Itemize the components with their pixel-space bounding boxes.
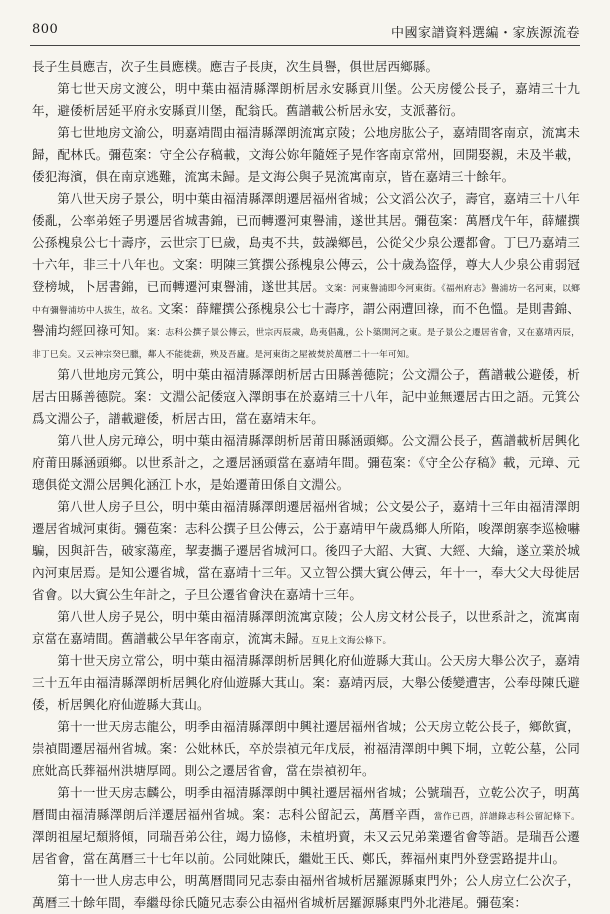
- paragraph-text: 第十一世天房志龍公，明季由福清縣澤朗中興社遷居福州省城；公天房立乾公長子，鄉飲賓，崇禎間遷居福州省城。案：公妣林氏，卒於崇禎元年戊辰，祔福清澤朗中興下垌，立乾公墓，公同庶妣高氏葬福州洪塘厚岡。則公之遷居省會，當在崇禎初年。: [32, 719, 580, 778]
- paragraph: [32, 870, 580, 914]
- page-number: 800: [32, 22, 59, 37]
- paragraph: [32, 56, 580, 78]
- paragraph-text: 澤朗祖屋圮頹將傾，同瑞吾弟公往，竭力協修，未植坍賣，未又云兄弟業遷省會等語。是瑞吾公遷居省會，當在萬曆三十七年以前。公同妣陳氏，繼妣王氏、鄭氏，葬福州東門外登雲路提井山。: [32, 829, 580, 866]
- paragraph-text: 第八世人房元璋公，明中葉由福清縣澤朗析居莆田縣涵頭鄉。公文淵公長子，舊譜載析居興化府莆田縣涵頭鄉。以世系計之，之遷居涵頭當在嘉靖年間。彌苞案：《守全公存稿》載，元璋、元璁俱從文淵公居興化涵江卜水，是始遷莆田係自文淵公。: [32, 433, 580, 492]
- paragraph: [32, 430, 580, 496]
- annotation-note: 互見上文海公條下。: [311, 636, 392, 646]
- paragraph: [32, 782, 580, 870]
- paragraph-text: 第七世天房文渡公，明中葉由福清縣澤朗析居永安縣貢川堡。公天房僾公長子，嘉靖三十九年，避倭析居延平府永安縣貢川堡，配翁氏。舊譜載公析居永安，支派蕃衍。: [32, 81, 580, 118]
- paragraph-text: 第八世人房子晃公，明中葉由福清縣澤朗流寓京陵；公人房文材公長子，以世系計之，流寓南京當在嘉靖間。舊譜載公早年客南京，流寓未歸。: [32, 609, 580, 646]
- header-rule: [30, 45, 580, 46]
- page-header: [32, 22, 580, 42]
- paragraph: [32, 122, 580, 188]
- paragraph-text: 文案：薛耀撰公孫槐泉公七十壽序，謂公兩遭回祿，而不色慍。是則書錦、譽浦均經回祿可知。: [32, 301, 580, 338]
- paragraph: [32, 650, 580, 716]
- page-body: [32, 56, 580, 910]
- paragraph-text: 第八世天房子景公，明中葉由福清縣澤朗遷居福州省城；公文滔公次子，壽官，嘉靖三十八年倭亂，公率弟姪子男遷居省城書錦，已而轉遷河東譽浦，遂世其居。彌苞案：萬曆戊午年，薛耀撰公孫槐泉公七十壽序，云世宗丁巳歲，島夷不共，鼓譟鄉邑，公從父少泉公遷都會。丁巳乃嘉靖三十六年，非三十八年也。文案：明陳三箕撰公孫槐泉公傳云，公十歲為盜俘，尊大人少泉公甫弱冠登榜城，卜居書錦，已而轉遷河東譽浦，遂世其居。: [32, 191, 580, 294]
- paragraph-text: 第十世天房立常公，明中葉由福清縣澤朗析居興化府仙遊縣大萁山。公天房大舉公次子，嘉靖三十五年由福清縣澤朗析居興化府仙遊縣大萁山。案：嘉靖丙辰，大舉公倭變遭害，公奉母陳氏避倭，析居興化府仙遊縣大萁山。: [32, 653, 580, 712]
- paragraph-text: 第十一世人房志申公，明萬曆間同兄志泰由福州省城析居羅源縣東門外；公人房立仁公次子，萬曆三十餘年間，奉繼母徐氏隨兄志泰公由福州省城析居羅源縣東門外北港尾。彌苞案：: [32, 873, 580, 910]
- annotation-note: 當作已酉，詳譜錄志科公留記條下。: [433, 812, 580, 822]
- paragraph: [32, 606, 580, 650]
- paragraph: [32, 78, 580, 122]
- paragraph-text: 第七世地房文渝公，明嘉靖間由福清縣澤朗流寓京陵；公地房肱公子，嘉靖間客南京，流寓未歸，配林氏。彌苞案：守全公存稿載，文海公妳年隨姪子晃作客南京常州，回開娶親，未及半載，倭犯海濱，俱在南京逃難，流寓未歸。是文海公與子晃流寓南京，皆在嘉靖三十餘年。: [32, 125, 580, 184]
- paragraph: [32, 716, 580, 782]
- paragraph: [32, 496, 580, 606]
- annotation-note: 文案：河東譽浦即今河東街。《福州府志》譽浦坊一名河東，以鄉中有彌譽浦坊中人拔生，故名。: [32, 284, 580, 316]
- paragraph-text: 第八世地房元箕公，明中葉由福清縣澤朗析居古田縣善德院；公文淵公子，舊譜載公避倭，析居古田縣善德院。案：文淵公記倭寇入澤朗事在於嘉靖三十八年，記中並無遷居古田之語。元箕公爲文淵公子，譜載避倭，析居古田，當在嘉靖末年。: [32, 367, 580, 426]
- paragraph: [32, 188, 580, 364]
- paragraph: [32, 364, 580, 430]
- paragraph-text: 第十一世天房志麟公，明季由福清縣澤朗中興社遷居福州省城；公號瑞吾，立乾公次子，明萬曆間由福清縣澤朗后洋遷居福州省城。案：志科公留記云，萬曆辛酉，: [32, 785, 580, 822]
- paragraph-text: 第八世人房子旦公，明中葉由福清縣澤朗遷居福州省城；公文晏公子，嘉靖十三年由福清澤朗遷居省城河東街。彌苞案：志科公撰子旦公傳云，公于嘉靖甲午歲爲鄉人所陷，唆澤朗寨李巡檢嚇騙，因與訐告，破家蕩産，挈妻攜子遷居省城河口。後四子大韶、大賓、大經、大綸，遂立業於城內河東居焉。是知公遷省城，當在嘉靖十三年。又立智公撰大賓公傳云，年十一，奉大父大母徙居省會。以大賓公生年計之，子旦公遷省會決在嘉靖十三年。: [32, 499, 580, 602]
- annotation-note: 案：志科公撰子景公傳云，世宗丙辰歲，島夷倡亂，公卜築開河之東。是子景公之遷居省會，又在嘉靖丙辰，非丁巳矣。又云神宗癸巳臘，鄰人不能徙薪，殃及吾廬。是河東街之屋被焚於萬曆二十一年可知。: [32, 328, 580, 360]
- running-title: 中國家譜資料選編・家族源流卷: [390, 26, 580, 41]
- paragraph-text: 長子生員應吉，次子生員應樸。應吉子長庚，次生員譽，俱世居西鄉縣。: [32, 59, 439, 74]
